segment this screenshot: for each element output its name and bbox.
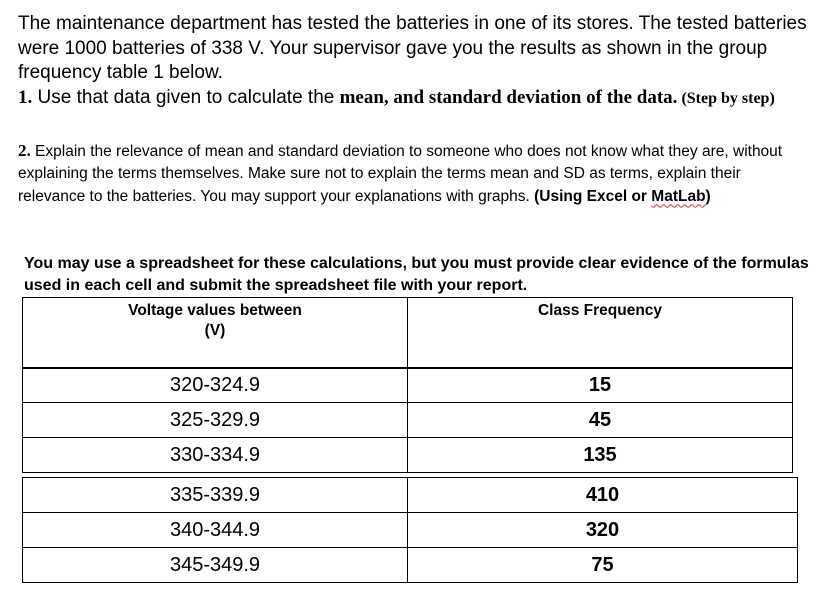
range-cell: 325-329.9 bbox=[23, 403, 408, 438]
frequency-cell: 135 bbox=[408, 438, 793, 473]
frequency-cell: 75 bbox=[408, 548, 798, 583]
frequency-cell: 320 bbox=[408, 513, 798, 548]
table-row bbox=[23, 513, 798, 548]
header-voltage-line1: Voltage values between bbox=[128, 302, 302, 319]
intro-text: The maintenance department has tested the batteries in one of its stores. The tested batteries were 1000 batteries of 338 V. Your supervisor gave you the results as shown in the group frequency table 1 below. bbox=[18, 13, 807, 83]
spellcheck-word: MatLab bbox=[651, 187, 706, 205]
question1-number: 1. bbox=[18, 86, 33, 108]
question2-tools-prefix: (Using Excel or bbox=[534, 187, 652, 205]
header-voltage bbox=[23, 298, 408, 369]
frequency-table-part1 bbox=[22, 367, 793, 473]
frequency-table-header bbox=[22, 297, 793, 369]
frequency-cell: 15 bbox=[408, 368, 793, 403]
frequency-cell: 410 bbox=[408, 478, 798, 513]
table-row bbox=[23, 478, 798, 513]
question2-number: 2. bbox=[18, 141, 31, 160]
intro-paragraph bbox=[18, 12, 808, 111]
range-cell: 345-349.9 bbox=[23, 548, 408, 583]
table-row bbox=[23, 368, 793, 403]
question2-text: Explain the relevance of mean and standard deviation to someone who does not know what they are, without explaining the terms themselves. Make sure not to explain the terms mean and SD as terms, explain their relevance to the batteries. You may support your explanations with graphs. bbox=[18, 143, 783, 205]
range-cell: 330-334.9 bbox=[23, 438, 408, 473]
question1-text: Use that data given to calculate the bbox=[32, 86, 340, 108]
instruction-text: You may use a spreadsheet for these calculations, but you must provide clear evidence of the formulas used in each cell and submit the spreadsheet file with your report. bbox=[24, 255, 809, 294]
table-row bbox=[23, 403, 793, 438]
range-cell: 320-324.9 bbox=[23, 368, 408, 403]
question1-bold-text: mean, and standard deviation of the data. bbox=[339, 86, 678, 108]
table-row bbox=[23, 438, 793, 473]
frequency-cell: 45 bbox=[408, 403, 793, 438]
question1-step-note: (Step by step) bbox=[677, 89, 775, 107]
range-cell: 340-344.9 bbox=[23, 513, 408, 548]
header-voltage-line2: (V) bbox=[204, 322, 226, 339]
question2-tools-suffix: ) bbox=[705, 187, 711, 205]
frequency-table-part2 bbox=[22, 477, 798, 583]
table-row bbox=[23, 548, 798, 583]
range-cell: 335-339.9 bbox=[23, 478, 408, 513]
header-frequency: Class Frequency bbox=[408, 298, 793, 369]
question2-paragraph bbox=[18, 140, 808, 208]
